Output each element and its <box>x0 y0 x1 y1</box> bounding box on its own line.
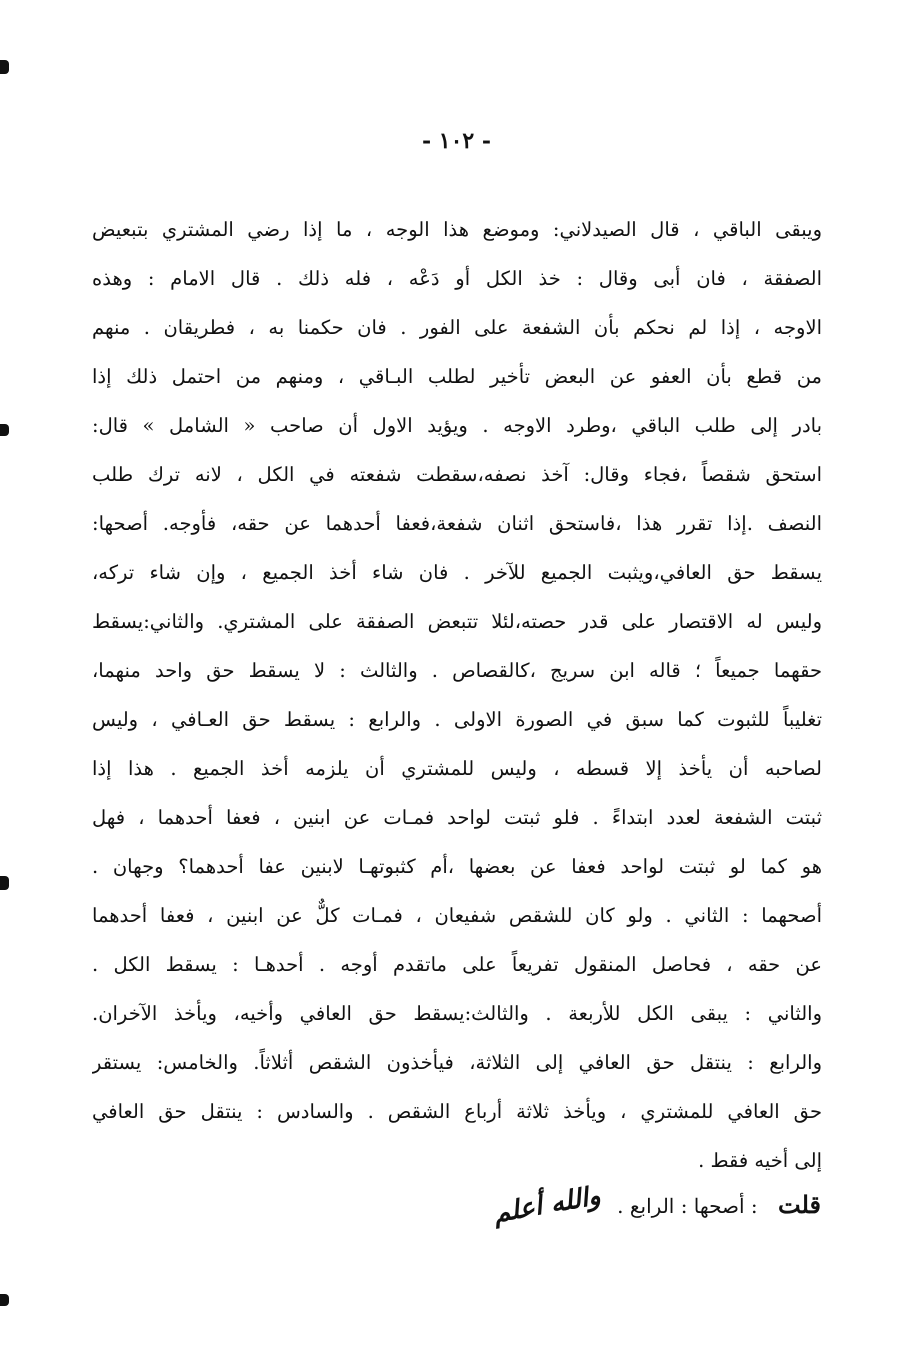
text-line: بادر إلى طلب الباقي ،وطرد الاوجه . ويؤيد الاول أن صاحب « الشامل » قال: <box>92 414 822 437</box>
text-line: أصحهما : الثاني . ولو كان للشقص شفيعان ، فمـات كلٌّ عن ابنين ، فعفا أحدهما <box>92 904 822 927</box>
text-line: عن حقه ، فحاصل المنقول تفريعاً على ماتقدم أوجه . أحدهـا : يسقط الكل . <box>92 953 822 976</box>
text-line: استحق شقصاً ،فجاء وقال: آخذ نصفه،سقطت شفعته في الكل ، لانه ترك طلب <box>92 463 822 486</box>
closing-line <box>91 1180 821 1231</box>
text-line: لصاحبه أن يأخذ إلا قسطه ، وليس للمشتري أن يلزمه أخذ الجميع . هذا إذا <box>92 757 822 780</box>
text-line: من قطع بأن العفو عن البعض تأخير لطلب البـاقي ، ومنهم من احتمل ذلك إذا <box>92 365 822 388</box>
closing-text: : أصحها : الرابع . <box>617 1194 758 1218</box>
text-line: وليس له الاقتصار على قدر حصته،لئلا تتبعض الصفقة على المشتري. والثاني:يسقط <box>92 610 822 633</box>
text-line: والرابع : ينتقل حق العافي إلى الثلاثة، فيأخذون الشقص أثلاثاً. والخامس: يستقر <box>92 1051 822 1074</box>
text-line: ثبتت الشفعة لعدد ابتداءً . فلو ثبتت لواحد فمـات عن ابنين ، فعفا أحدهما ، فهل <box>92 806 822 829</box>
text-line: والثاني : يبقى الكل للأربعة . والثالث:يسقط حق العافي وأخيه، ويأخذ الآخران. <box>92 1002 822 1025</box>
text-line: تغليباً للثبوت كما سبق في الصورة الاولى . والرابع : يسقط حق العـافي ، وليس <box>92 708 822 731</box>
scan-edge-mark <box>0 424 9 436</box>
text-line: النصف .إذا تقرر هذا ،فاستحق اثنان شفعة،فعفا أحدهما عن حقه، فأوجه. أصحها: <box>92 512 822 535</box>
text-line: الاوجه ، إذا لم نحكم بأن الشفعة على الفور . فان حكمنا به ، فطريقان . منهم <box>92 316 822 339</box>
scan-edge-mark <box>0 876 9 890</box>
text-line: هو كما لو ثبتت لواحد فعفا عن بعضها ،أم كثبوتهـا لابنين عفا أحدهما؟ وجهان . <box>92 855 822 878</box>
text-line: ويبقى الباقي ، قال الصيدلاني: وموضع هذا الوجه ، ما إذا رضي المشتري بتبعيض <box>92 218 822 241</box>
text-line: الصفقة ، فان أبى وقال : خذ الكل أو دَعْه ، فله ذلك . قال الامام : وهذه <box>92 267 822 290</box>
scan-edge-mark <box>0 60 9 74</box>
qultu-label: قلت <box>778 1190 821 1219</box>
text-line: حقهما جميعاً ؛ قاله ابن سريج ،كالقصاص . والثالث : لا يسقط حق واحد منهما، <box>92 659 822 682</box>
allah-alam-text: والله أعلم <box>491 1180 603 1230</box>
scan-edge-mark <box>0 1294 9 1306</box>
text-line: يسقط حق العافي،ويثبت الجميع للآخر . فان شاء أخذ الجميع ، وإن شاء تركه، <box>92 561 822 584</box>
body-text <box>92 205 822 1185</box>
text-line: حق العافي للمشتري ، ويأخذ ثلاثة أرباع الشقص . والسادس : ينتقل حق العافي <box>92 1100 822 1123</box>
page-number: - ١٠٢ - <box>421 128 492 154</box>
text-line: إلى أخيه فقط . <box>698 1149 822 1172</box>
